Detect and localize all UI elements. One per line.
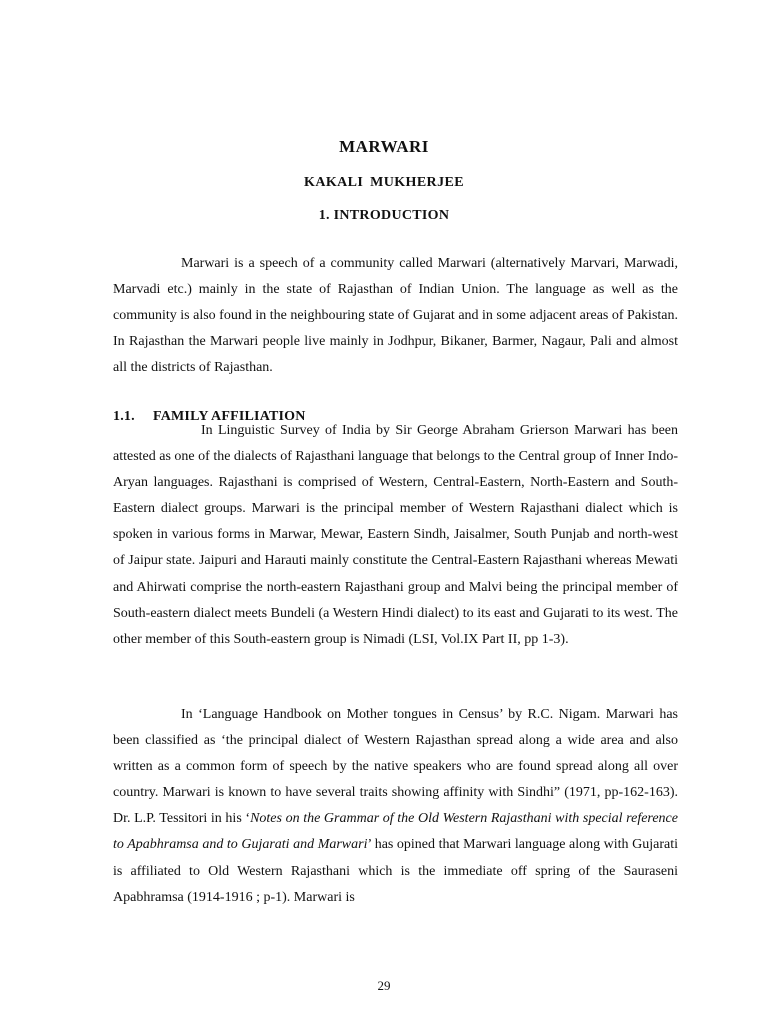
language-handbook-paragraph	[113, 702, 678, 911]
family-affiliation-paragraph	[113, 418, 678, 653]
introduction-text: Marwari is a speech of a community called Marwari (alternatively Marvari, Marwadi, Marvadi etc.) mainly in the state of Rajasthan of Indian Union. The language as well as the community is also found in the neighbouring state of Gujarat and in some adjacent areas of Pakistan. In Rajasthan the Marwari people live mainly in Jodhpur, Bikaner, Barmer, Nagaur, Pali and almost all the districts of Rajasthan.	[113, 256, 678, 376]
page-number: 29	[377, 978, 391, 993]
introduction-paragraph	[113, 251, 678, 381]
section-title: FAMILY AFFILIATION	[153, 409, 306, 424]
section-number: 1.1.	[113, 409, 135, 424]
introduction-heading: 1. INTRODUCTION	[318, 208, 450, 223]
family-affiliation-text: In Linguistic Survey of India by Sir George Abraham Grierson Marwari has been attested as one of the dialects of Rajasthani language that belongs to the Central group of Inner Indo-Aryan languages. Rajasthani is comprised of Western, Central-Eastern, North-Eastern and South-Eastern dialect groups. Marwari is the principal member of Western Rajasthani dialect which is spoken in various forms in Marwar, Mewar, Eastern Sindh, Jaisalmer, South Punjab and north-west of Jaipur state. Jaipuri and Harauti mainly constitute the Central-Eastern Rajasthani whereas Mewati and Ahirwati comprise the north-eastern Rajasthani group and Malvi being the principal member of South-eastern dialect meets Bundeli (a Western Hindi dialect) to its east and Gujarati to its west. The other member of this South-eastern group is Nimadi (LSI, Vol.IX Part II, pp 1-3).	[113, 423, 678, 647]
author-name: KAKALI MUKHERJEE	[304, 175, 464, 190]
handbook-text-start: In ‘Language Handbook on Mother tongues in Census’ by R.C. Nigam. Marwari has been classified as ‘the principal dialect of Western Rajasthan spread along a wide area and also written as a common form of speech by the native speakers who are found spread along all over country. Marwari is known to have several traits showing affinity with Sindhi” (1971, pp-162-163). Dr. L.P. Tessitori in his ‘	[113, 707, 678, 827]
document-title: MARWARI	[339, 137, 429, 156]
handbook-text-end: ’ has opined that Marwari language along with Gujarati is affiliated to Old Western Rajasthani which is the immediate off spring of the Sauraseni Apabhramsa (1914-1916 ; p-1). Marwari is	[113, 837, 678, 905]
tessitori-work-title: Notes on the Grammar of the Old Western Rajasthani with special reference to Apabhramsa and to Gujarati and Marwari	[113, 811, 678, 853]
